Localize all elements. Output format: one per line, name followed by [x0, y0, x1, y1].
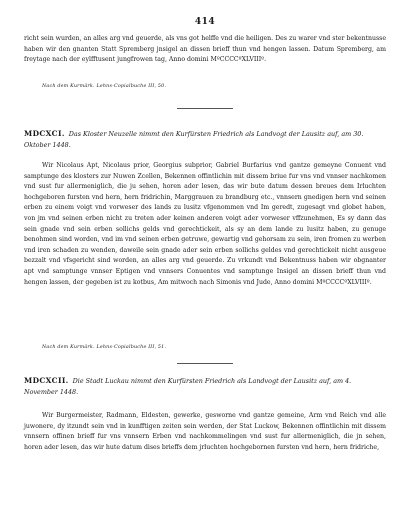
document-title-1691: Das Kloster Neuzelle nimmt den Kurfürsten Friedrich als Landvogt der Lausitz auf, am 30. Oktober 1448. — [24, 130, 364, 149]
document-heading-1691 — [24, 128, 386, 151]
document-heading-1692 — [24, 375, 386, 398]
source-note-1691: Nach dem Kurmärk. Lehns-Copialbuche III, 51. — [42, 345, 167, 350]
document-number-1692: MDCXCII. — [24, 376, 69, 385]
document-title-1692: Die Stadt Luckau nimmt den Kurfürsten Friedrich als Landvogt der Lausitz auf, am 4. November 1448. — [24, 377, 352, 396]
page-number: 414 — [194, 17, 216, 27]
document-number-1691: MDCXCI. — [24, 129, 65, 138]
continuation-paragraph: richt sein wurden, an alles arg vnd geuerde, als vns got helffe vnd die heiligen. Des zu warer vnd ster bekentnusse haben wir den gnanten Statt Spremberg jnsigel an dissen brieff thun vnd hengen lassen. Datum Spremberg, am freytage nach der eylfftusent jungfrowen tag, Anno domini MºCCCCºXLVIIIº. — [24, 35, 386, 64]
source-note-top: Nach dem Kurmärk. Lehns-Copialbuche III, 50. — [42, 84, 167, 89]
section-divider-1 — [177, 108, 233, 109]
document-body-1692: Wir Burgermeister, Radmann, Eldesten, gewerke, gesworne vnd gantze gemeine, Arm vnd Reich vnd alle juwonere, dy itzundt sein vnd in kunfftigen zeiten sein werden, der Stat Luckow, Bekennen offintlichin mit dissem vnnsern offinen brieff fur vns vnnsern Erben vnd nachkommelingen vnd sust fur allermeniglich, die jn sehen, horen ader lesen, das wir hute datum dises brieffs dem jrluchten hochgebornen fursten vnd hern, hern fridriche, — [24, 412, 386, 451]
document-page — [24, 0, 386, 512]
section-divider-2 — [177, 363, 233, 364]
document-body-1691: Wir Nicolaus Apt, Nicolaus prior, Georgius subprior, Gabriel Burfarius vnd gantze gemeyne Conuent vnd samptunge des klosters zur Nuwen Zcellen, Bekennen offintlichin mit dissem briue fur vns vnd vnnser nachkomen vnd sust fur allermeniglich, die ju sehen, horen ader lesen, das wir bute datum dessen breues dem Irluchten hochgeboren fursten vnd hern, hern fridrichin, Marggrauen zu brandburg etc., vnnsern gnedigen hern vnd seinen erben zu einem voigt vnd vorweser des lands zu lusitz vfgenommen vnd Im geredt, zugesagt vnd globet haben, von jm vnd seinen erben nicht zu treten ader keinen anderen voigt ader vorweser vffzunehmen, Es sy dann das sein gnade vnd sein erben sollichs gelds vnd gerechtickeit, als sy an dem lande zu lusitz haben, zu genuge benohmen sind worden, vnd im vnd seinen erben getruwe, gewartig vnd gehorsam zu sein, iren fromen zu werben vnd iren schaden zu wenden, daweile sein gnade ader sein erben sollichs geldes vnd gerechtickeit nicht ausgeue bezzalt vnd vfsgericht sind worden, an alles arg vnd geuerde. Zu vrkundt vnd Bekentnuss haben wir obgnanter apt vnd samptunge vnnser Eptigen vnd vnnsers Conuentes vnd samptunge Insigel an dissen brieff thun vnd hengen lassen, der gegeben ist zu kotbus, Am mitwoch nach Simonis vnd Jude, Anno domini MºCCCCºXLVIIIº. — [24, 162, 386, 286]
